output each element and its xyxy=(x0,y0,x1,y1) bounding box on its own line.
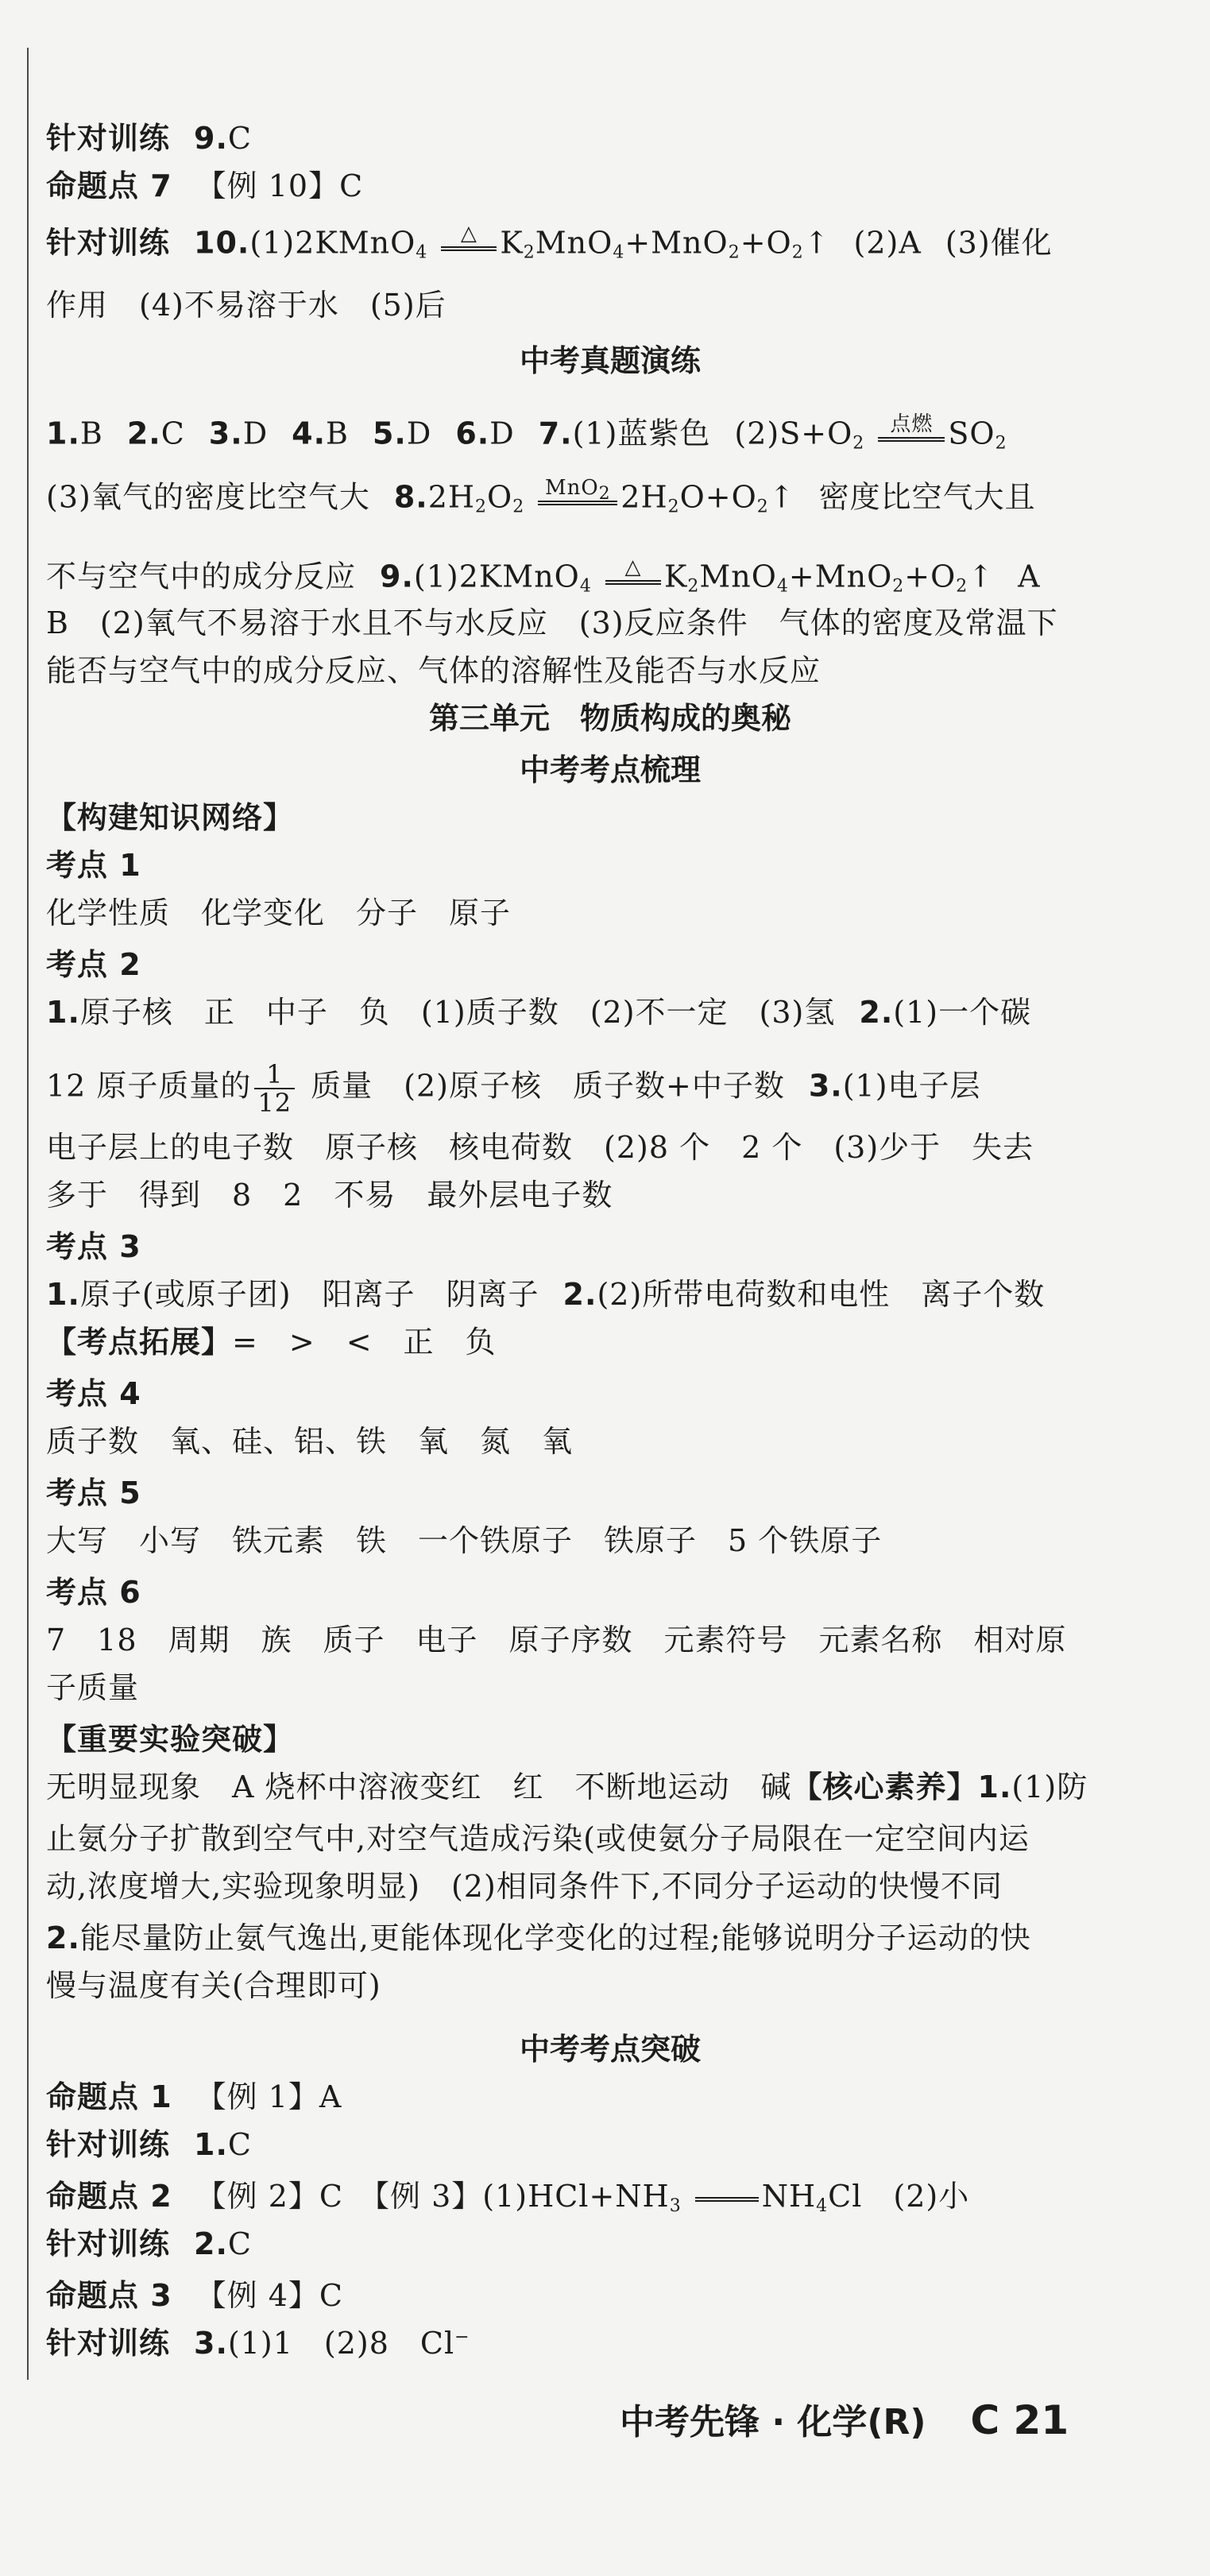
point-heading: 考点 3 xyxy=(46,1229,141,1264)
answer-line: 化学性质 化学变化 分子 原子 xyxy=(46,895,512,930)
label-training: 针对训练 xyxy=(46,121,171,156)
subsection-heading: 【重要实验突破】 xyxy=(46,1722,295,1757)
equation-line: 不与空气中的成分反应 9.(1)2KMnO$_4$ △ $K_2MnO_4+MnO_2+O_2↑$ A xyxy=(46,556,1041,602)
answer-line: 质子数 氧、硅、铝、铁 氧 氮 氧 xyxy=(46,1424,574,1459)
page-number: C 21 xyxy=(970,2397,1069,2443)
subsection-heading: 【构建知识网络】 xyxy=(46,800,295,835)
answer-line: 子质量 xyxy=(46,1670,140,1705)
answer-line: 1.原子核 正 中子 负 (1)质子数 (2)不一定 (3)氢 2.(1)一个碳 xyxy=(46,995,1032,1030)
answer-line: 慢与温度有关(合理即可) xyxy=(46,1968,381,2003)
answer-line: 2.能尽量防止氨气逸出,更能体现化学变化的过程;能够说明分子运动的快 xyxy=(46,1920,1031,1955)
unit-heading: 第三单元 物质构成的奥秘 xyxy=(428,701,791,736)
equals-sign xyxy=(695,2197,759,2202)
equation-line: 命题点 2 【例 2】C 【例 3】$(1)HCl+NH_3$ $NH_4Cl$ (2)小 xyxy=(46,2179,970,2216)
answer-line: 命题点 7 【例 10】C xyxy=(46,168,364,203)
heat-condition: △ xyxy=(441,222,497,269)
section-heading: 中考真题演练 xyxy=(519,343,701,378)
answer-line: 针对训练 3.(1)1 (2)8 Cl− xyxy=(46,2326,470,2361)
answer-line: B (2)氧气不易溶于水且不与水反应 (3)反应条件 气体的密度及常温下 xyxy=(46,605,1058,640)
answer-line: 无明显现象 A 烧杯中溶液变红 红 不断地运动 碱【核心素养】1.(1)防 xyxy=(46,1770,1088,1804)
label-topic: 命题点 7 xyxy=(46,168,172,203)
answer-line: 针对训练 2.C xyxy=(46,2226,252,2261)
ignition-condition: 点燃 xyxy=(878,413,945,459)
catalyst-condition: MnO$_2$ xyxy=(538,477,617,523)
answer-line: 作用 (4)不易溶于水 (5)后 xyxy=(46,288,447,323)
heat-condition: △ xyxy=(605,556,661,602)
answer-line: 7 18 周期 族 质子 电子 原子序数 元素符号 元素名称 相对原 xyxy=(46,1623,1067,1657)
answer-line: 大写 小写 铁元素 铁 一个铁原子 铁原子 5 个铁原子 xyxy=(46,1523,883,1558)
answer-line: 1.B 2.C 3.D 4.B 5.D 6.D 7.(1)蓝紫色 $(2)S+O_2$ 点燃 $SO_2$ xyxy=(46,413,1007,459)
section-heading: 中考考点突破 xyxy=(519,2032,701,2067)
section-heading: 中考考点梳理 xyxy=(519,752,701,787)
answer-line: 针对训练 1.C xyxy=(46,2127,252,2162)
equation-line: (3)氧气的密度比空气大 $8.2H_2O_2$ MnO$_2$ $2H_2O+O_2↑$ 密度比空气大且 xyxy=(46,477,1036,523)
answer-line: 12 原子质量的 $\frac{1}{12}$ 质量 (2)原子核 质子数+中子数 3.(1)电子层 xyxy=(46,1059,981,1118)
answer-line: 动,浓度增大,实验现象明显) (2)相同条件下,不同分子运动的快慢不同 xyxy=(46,1869,1003,1904)
left-margin-rule xyxy=(27,48,29,2380)
answer-line: 命题点 3 【例 4】C xyxy=(46,2278,344,2313)
fraction: $\frac{1}{12}$ xyxy=(254,1061,295,1116)
point-heading: 考点 6 xyxy=(46,1575,141,1610)
answer-line: 能否与空气中的成分反应、气体的溶解性及能否与水反应 xyxy=(46,653,821,688)
page-footer xyxy=(620,2393,1069,2444)
equation-line: 针对训练 10.(1)2KMnO$_4$ △ $K_2MnO_4+MnO_2+O_2↑$ (2)A (3)催化 xyxy=(46,222,1053,269)
answer-line: 命题点 1 【例 1】A xyxy=(46,2079,342,2114)
point-heading: 考点 5 xyxy=(46,1476,141,1510)
book-title: 中考先锋 · 化学(R) xyxy=(620,2402,926,2443)
point-heading: 考点 1 xyxy=(46,848,141,883)
point-heading: 考点 2 xyxy=(46,947,141,982)
answer-line: 止氨分子扩散到空气中,对空气造成污染(或使氨分子局限在一定空间内运 xyxy=(46,1821,1030,1856)
point-heading: 考点 4 xyxy=(46,1376,141,1411)
answer-line: 多于 得到 8 2 不易 最外层电子数 xyxy=(46,1178,613,1213)
answer-line: 针对训练 9.C xyxy=(46,121,252,156)
answer-line: 【考点拓展】= > < 正 负 xyxy=(46,1325,497,1360)
answer-line: 电子层上的电子数 原子核 核电荷数 (2)8 个 2 个 (3)少于 失去 xyxy=(46,1130,1034,1165)
answer-line: 1.原子(或原子团) 阳离子 阴离子 2.(2)所带电荷数和电性 离子个数 xyxy=(46,1277,1046,1312)
